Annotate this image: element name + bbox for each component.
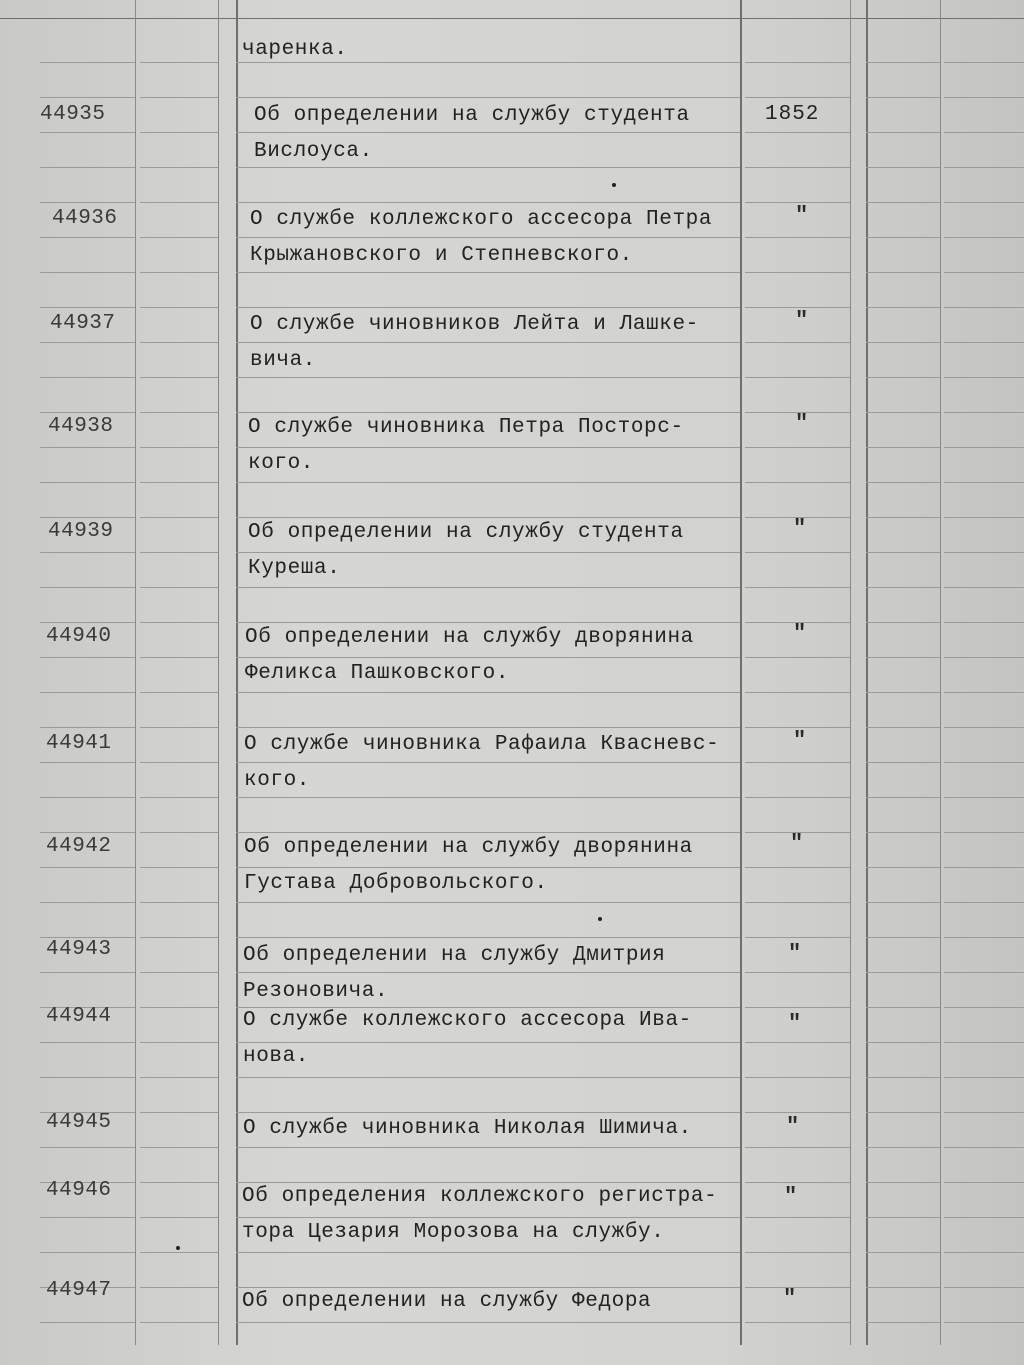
ruled-line	[866, 692, 940, 693]
record-title	[248, 410, 748, 482]
ruled-line	[40, 62, 135, 63]
ruled-line	[40, 272, 135, 273]
ditto-mark: "	[795, 203, 809, 228]
ruled-line	[745, 587, 850, 588]
ruled-line	[745, 482, 850, 483]
record-title	[250, 202, 750, 274]
ruled-line	[140, 1217, 218, 1218]
ruled-line	[140, 482, 218, 483]
ruled-line	[40, 482, 135, 483]
ditto-mark: "	[784, 1184, 798, 1209]
record-title-line: Крыжановского и Степневского.	[250, 244, 633, 267]
ruled-line	[944, 622, 1024, 623]
ruled-line	[866, 412, 940, 413]
ruled-line	[745, 1042, 850, 1043]
ruled-line	[745, 762, 850, 763]
ruled-line	[140, 517, 218, 518]
ruled-line	[745, 377, 850, 378]
ruled-line	[944, 1322, 1024, 1323]
ruled-line	[236, 482, 740, 483]
ruled-line	[944, 867, 1024, 868]
ruled-line	[944, 1007, 1024, 1008]
record-title	[248, 515, 748, 587]
ditto-mark: "	[788, 1011, 802, 1036]
ruled-line	[944, 972, 1024, 973]
record-number: 44939	[48, 520, 114, 543]
ruled-line	[745, 972, 850, 973]
record-number: 44945	[46, 1111, 112, 1134]
ruled-line	[944, 692, 1024, 693]
ruled-line	[745, 797, 850, 798]
record-title-line: Феликса Пашковского.	[245, 662, 510, 685]
ruled-line	[944, 272, 1024, 273]
ruled-line	[745, 1252, 850, 1253]
record-title-line: вича.	[250, 349, 317, 372]
ruled-line	[745, 552, 850, 553]
record-title	[244, 830, 744, 902]
ruled-line	[745, 902, 850, 903]
ruled-line	[944, 797, 1024, 798]
ruled-line	[236, 587, 740, 588]
ruled-line	[236, 1077, 740, 1078]
ruled-line	[40, 412, 135, 413]
ruled-line	[140, 832, 218, 833]
ruled-line	[866, 1322, 940, 1323]
ruled-line	[745, 342, 850, 343]
ruled-line	[745, 1182, 850, 1183]
ruled-line	[40, 342, 135, 343]
ruled-line	[40, 727, 135, 728]
ruled-line	[140, 97, 218, 98]
ruled-line	[140, 272, 218, 273]
record-number: 44941	[46, 732, 112, 755]
record-title-line: Об определения коллежского регистра-	[242, 1185, 718, 1208]
ruled-line	[140, 937, 218, 938]
record-title-line: О службе чиновников Лейта и Лашке-	[250, 313, 699, 336]
ruled-line	[140, 797, 218, 798]
record-title-line: О службе чиновника Петра Посторс-	[248, 416, 684, 439]
ruled-line	[140, 1112, 218, 1113]
ruled-line	[40, 167, 135, 168]
ditto-mark: "	[786, 1114, 800, 1139]
ditto-mark: "	[795, 308, 809, 333]
ruled-line	[140, 1077, 218, 1078]
ditto-mark: "	[788, 941, 802, 966]
ruled-line	[140, 447, 218, 448]
ruled-line	[866, 587, 940, 588]
ruled-line	[140, 1252, 218, 1253]
ruled-line	[866, 657, 940, 658]
ruled-line	[944, 342, 1024, 343]
ink-dot	[176, 1246, 180, 1250]
ruled-line	[944, 1182, 1024, 1183]
ruled-line	[236, 902, 740, 903]
ruled-line	[745, 272, 850, 273]
record-title-line: Густава Добровольского.	[244, 872, 548, 895]
ruled-line	[944, 447, 1024, 448]
ruled-line	[866, 1182, 940, 1183]
ditto-mark: "	[783, 1286, 797, 1311]
record-number: 44940	[46, 625, 112, 648]
ruled-line	[40, 132, 135, 133]
ruled-line	[140, 1287, 218, 1288]
ruled-line	[944, 657, 1024, 658]
record-title-line: Об определении на службу студента	[254, 104, 690, 127]
record-title	[243, 1111, 743, 1147]
record-title-line: Резоновича.	[243, 980, 389, 1003]
ruled-line	[745, 97, 850, 98]
ruled-line	[866, 1042, 940, 1043]
ruled-line	[745, 867, 850, 868]
ruled-line	[944, 132, 1024, 133]
ruled-line	[140, 972, 218, 973]
ruled-line	[866, 1217, 940, 1218]
ditto-mark: "	[795, 411, 809, 436]
ruled-line	[40, 832, 135, 833]
record-number: 44947	[46, 1279, 112, 1302]
record-title-line: Об определении на службу дворянина	[244, 836, 693, 859]
record-number: 44943	[46, 938, 112, 961]
ruled-line	[40, 692, 135, 693]
ruled-line	[866, 937, 940, 938]
ruled-line	[944, 832, 1024, 833]
ruled-line	[40, 447, 135, 448]
record-title-line: кого.	[248, 452, 315, 475]
record-title	[244, 727, 744, 799]
ruled-line	[140, 1042, 218, 1043]
ruled-line	[140, 237, 218, 238]
ruled-line	[745, 1322, 850, 1323]
ruled-line	[40, 1322, 135, 1323]
ruled-line	[40, 517, 135, 518]
record-title-line: Об определении на службу дворянина	[245, 626, 694, 649]
ruled-line	[140, 132, 218, 133]
ruled-line	[40, 552, 135, 553]
ditto-mark: "	[793, 728, 807, 753]
record-title-line: Об определении на службу студента	[248, 521, 684, 544]
record-title	[245, 620, 745, 692]
ruled-line	[944, 412, 1024, 413]
ruled-line	[866, 902, 940, 903]
ruled-line	[140, 587, 218, 588]
ruled-line	[944, 1287, 1024, 1288]
ruled-line	[866, 272, 940, 273]
record-title-line: О службе коллежского ассесора Ива-	[243, 1009, 692, 1032]
ruled-line	[866, 1077, 940, 1078]
ruled-line	[40, 97, 135, 98]
record-title	[242, 1179, 742, 1251]
record-number: 44937	[50, 312, 116, 335]
ruled-line	[40, 797, 135, 798]
ruled-line	[866, 447, 940, 448]
ruled-line	[140, 657, 218, 658]
ruled-line	[140, 62, 218, 63]
ruled-line	[40, 1042, 135, 1043]
ruled-line	[944, 97, 1024, 98]
ruled-line	[944, 377, 1024, 378]
ruled-line	[236, 1147, 740, 1148]
record-number: 44944	[46, 1005, 112, 1028]
ruled-line	[944, 62, 1024, 63]
ruled-line	[140, 692, 218, 693]
ruled-line	[236, 692, 740, 693]
ruled-line	[944, 937, 1024, 938]
ruled-line	[745, 657, 850, 658]
ruled-line	[140, 1147, 218, 1148]
ruled-line	[140, 762, 218, 763]
ruled-line	[866, 517, 940, 518]
ruled-line	[140, 377, 218, 378]
record-title-line: тора Цезария Морозова на службу.	[242, 1221, 665, 1244]
ruled-line	[40, 972, 135, 973]
ruled-line	[745, 937, 850, 938]
ruled-line	[866, 762, 940, 763]
ditto-mark: "	[790, 831, 804, 856]
record-title	[250, 307, 750, 379]
ruled-line	[140, 867, 218, 868]
ruled-line	[140, 342, 218, 343]
record-title-line: Куреша.	[248, 557, 341, 580]
ruled-line	[866, 482, 940, 483]
record-number: 44942	[46, 835, 112, 858]
record-title-line: Об определении на службу Федора	[242, 1290, 652, 1313]
record-title-line: кого.	[244, 769, 311, 792]
ruled-line	[140, 552, 218, 553]
ruled-line	[140, 622, 218, 623]
ruled-line	[866, 1147, 940, 1148]
ruled-line	[40, 902, 135, 903]
ruled-line	[866, 1007, 940, 1008]
ruled-line	[866, 1287, 940, 1288]
ruled-line	[944, 1112, 1024, 1113]
ruled-line	[745, 1007, 850, 1008]
ruled-line	[866, 727, 940, 728]
ruled-line	[944, 482, 1024, 483]
record-title-line: О службе чиновника Николая Шимича.	[243, 1117, 692, 1140]
ruled-line	[866, 307, 940, 308]
ruled-line	[944, 1147, 1024, 1148]
ruled-line	[944, 1077, 1024, 1078]
continuation-text	[242, 32, 742, 68]
record-title-line: Об определении на службу Дмитрия	[243, 944, 666, 967]
ruled-line	[40, 622, 135, 623]
ruled-line	[40, 1147, 135, 1148]
ruled-line	[944, 1217, 1024, 1218]
ruled-line	[944, 727, 1024, 728]
record-title	[254, 98, 754, 170]
ruled-line	[745, 1112, 850, 1113]
ruled-line	[866, 622, 940, 623]
ink-dot	[598, 917, 602, 921]
ruled-line	[944, 762, 1024, 763]
ruled-line	[236, 1322, 740, 1323]
ruled-line	[866, 1252, 940, 1253]
record-number: 44946	[46, 1179, 112, 1202]
ruled-line	[140, 307, 218, 308]
ruled-line	[866, 342, 940, 343]
ruled-line	[40, 587, 135, 588]
ruled-line	[40, 1252, 135, 1253]
record-date: 1852	[765, 103, 820, 126]
ruled-line	[140, 1007, 218, 1008]
ruled-line	[140, 1322, 218, 1323]
ruled-line	[140, 1182, 218, 1183]
ruled-line	[944, 1042, 1024, 1043]
ruled-line	[745, 1147, 850, 1148]
ruled-line	[40, 867, 135, 868]
record-number: 44935	[40, 103, 106, 126]
record-title	[243, 1003, 743, 1075]
ruled-line	[866, 202, 940, 203]
ruled-line	[944, 1252, 1024, 1253]
ruled-line	[745, 447, 850, 448]
ruled-line	[745, 692, 850, 693]
ruled-line	[866, 832, 940, 833]
record-title	[242, 1284, 742, 1320]
ruled-line	[944, 237, 1024, 238]
ruled-line	[40, 1217, 135, 1218]
ruled-line	[745, 237, 850, 238]
ruled-line	[944, 902, 1024, 903]
ruled-line	[944, 167, 1024, 168]
ditto-mark: "	[793, 621, 807, 646]
ruled-line	[140, 727, 218, 728]
ruled-line	[40, 377, 135, 378]
ruled-line	[40, 1077, 135, 1078]
ruled-line	[944, 517, 1024, 518]
record-number: 44938	[48, 415, 114, 438]
ruled-line	[140, 412, 218, 413]
ruled-line	[944, 202, 1024, 203]
ruled-line	[866, 797, 940, 798]
ruled-line	[944, 307, 1024, 308]
ruled-line	[866, 552, 940, 553]
ink-dot	[612, 183, 616, 187]
ruled-line	[944, 587, 1024, 588]
record-title-line: О службе коллежского ассесора Петра	[250, 208, 713, 231]
ruled-line	[140, 902, 218, 903]
ruled-line	[866, 97, 940, 98]
record-title-line: нова.	[243, 1045, 310, 1068]
ruled-line	[140, 202, 218, 203]
record-number: 44936	[52, 207, 118, 230]
continuation-line: чаренка.	[242, 38, 348, 61]
ruled-line	[140, 167, 218, 168]
ruled-line	[745, 1217, 850, 1218]
ruled-line	[745, 1077, 850, 1078]
ruled-line	[866, 132, 940, 133]
ruled-line	[40, 762, 135, 763]
ruled-line	[866, 167, 940, 168]
ruled-line	[745, 167, 850, 168]
ruled-line	[40, 657, 135, 658]
ditto-mark: "	[793, 516, 807, 541]
ruled-line	[745, 132, 850, 133]
ruled-line	[866, 377, 940, 378]
ruled-line	[745, 62, 850, 63]
ruled-line	[40, 307, 135, 308]
ruled-line	[866, 1112, 940, 1113]
record-title-line: Вислоуса.	[254, 140, 373, 163]
record-title	[243, 938, 743, 1010]
ruled-line	[866, 972, 940, 973]
ruled-line	[866, 867, 940, 868]
ruled-line	[40, 202, 135, 203]
ruled-line	[236, 1252, 740, 1253]
ruled-line	[866, 237, 940, 238]
ruled-line	[40, 237, 135, 238]
ruled-line	[944, 552, 1024, 553]
ruled-line	[866, 62, 940, 63]
record-title-line: О службе чиновника Рафаила Квасневс-	[244, 733, 720, 756]
